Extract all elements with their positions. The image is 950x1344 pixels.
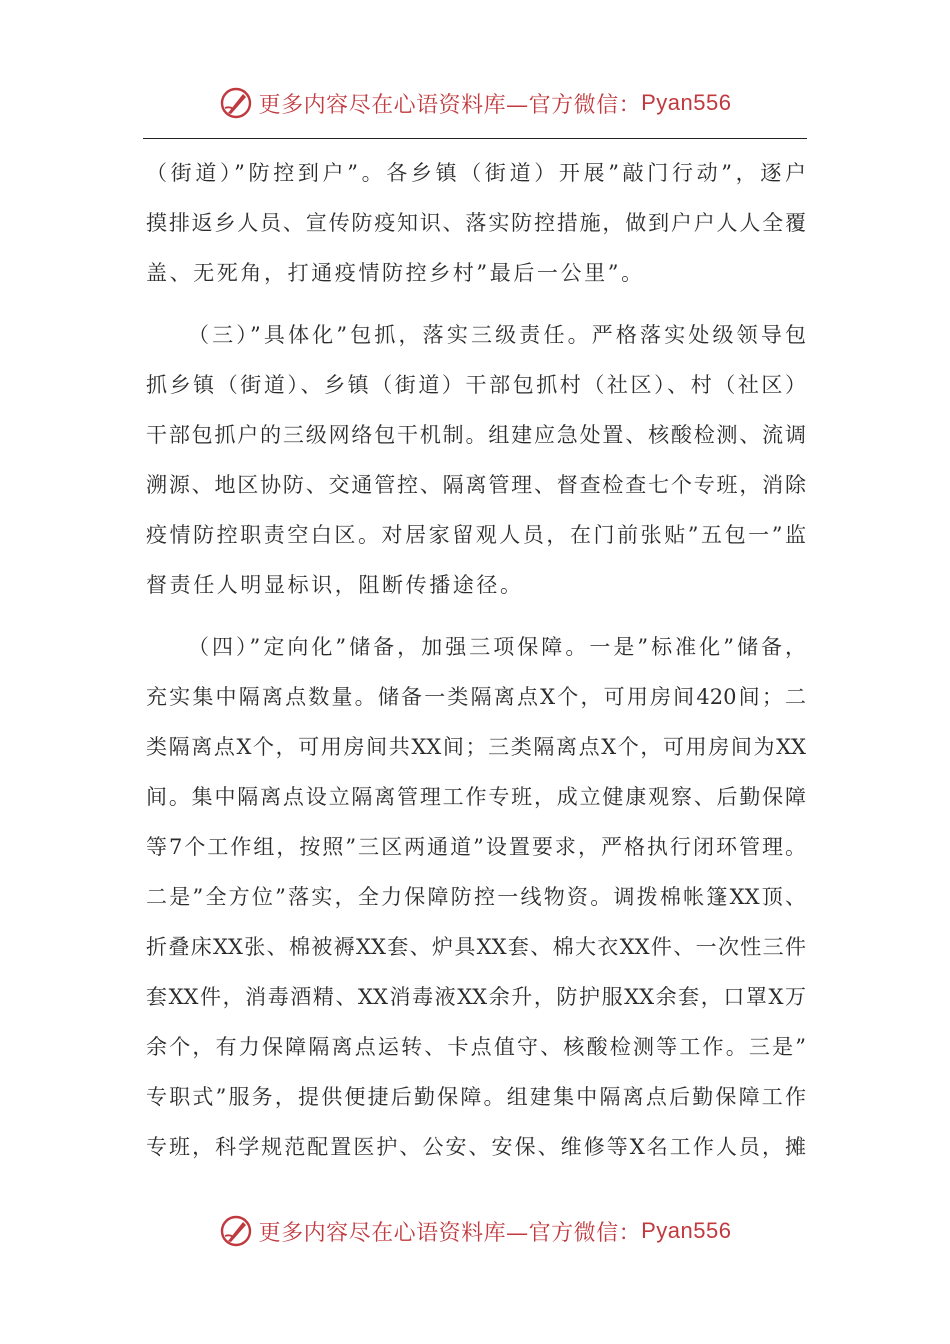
header-divider [143, 138, 807, 139]
text-line: 抓乡镇（街道）、乡镇（街道）干部包抓村（社区）、村（社区） [146, 373, 806, 397]
text-line: 溯源、地区协防、交通管控、隔离管理、督查检查七个专班，消除 [146, 473, 806, 497]
text-line: （街道）”防控到户”。各乡镇（街道）开展”敲门行动”，逐户 [146, 161, 806, 185]
text-line: 疫情防控职责空白区。对居家留观人员，在门前张贴”五包一”监 [146, 523, 806, 547]
paragraph-3 [146, 622, 806, 1172]
header-wechat-id: Pyan556 [641, 90, 732, 115]
header-banner [0, 80, 950, 126]
text-line: 专职式”服务，提供便捷后勤保障。组建集中隔离点后勤保障工作 [146, 1085, 806, 1109]
paragraph-1 [146, 148, 806, 298]
text-line: 摸排返乡人员、宣传防疫知识、落实防控措施，做到户户人人全覆 [146, 211, 806, 235]
text-line: 二是”全方位”落实，全力保障防控一线物资。调拨棉帐篷XX顶、 [146, 885, 806, 909]
footer-banner-text: 更多内容尽在心语资料库—官方微信： [258, 1220, 642, 1246]
footer-wechat-id: Pyan556 [641, 1218, 732, 1243]
quill-logo-icon [219, 1214, 253, 1248]
text-line: 间。集中隔离点设立隔离管理工作专班，成立健康观察、后勤保障 [146, 785, 806, 809]
paragraph-2 [146, 310, 806, 610]
text-line: 专班，科学规范配置医护、公安、安保、维修等X名工作人员，摊 [146, 1135, 806, 1159]
footer-banner [0, 1208, 950, 1254]
text-line: 盖、无死角，打通疫情防控乡村”最后一公里”。 [146, 261, 645, 285]
document-body [146, 148, 806, 1172]
text-line: 督责任人明显标识，阻断传播途径。 [146, 573, 524, 597]
quill-logo-icon [219, 86, 253, 120]
text-line: （四）”定向化”储备，加强三项保障。一是”标准化”储备， [188, 635, 806, 659]
text-line: 余个，有力保障隔离点运转、卡点值守、核酸检测等工作。三是” [146, 1035, 806, 1059]
text-line: 干部包抓户的三级网络包干机制。组建应急处置、核酸检测、流调 [146, 423, 806, 447]
text-line: 折叠床XX张、棉被褥XX套、炉具XX套、棉大衣XX件、一次性三件 [146, 935, 806, 959]
text-line: 充实集中隔离点数量。储备一类隔离点X个，可用房间420间；二 [146, 685, 806, 709]
text-line: 套XX件，消毒酒精、XX消毒液XX余升，防护服XX余套，口罩X万 [146, 985, 806, 1009]
header-banner-text: 更多内容尽在心语资料库—官方微信： [258, 92, 642, 118]
text-line: 等7个工作组，按照”三区两通道”设置要求，严格执行闭环管理。 [146, 835, 806, 859]
text-line: 类隔离点X个，可用房间共XX间；三类隔离点X个，可用房间为XX [146, 735, 806, 759]
text-line: （三）”具体化”包抓，落实三级责任。严格落实处级领导包 [188, 323, 806, 347]
